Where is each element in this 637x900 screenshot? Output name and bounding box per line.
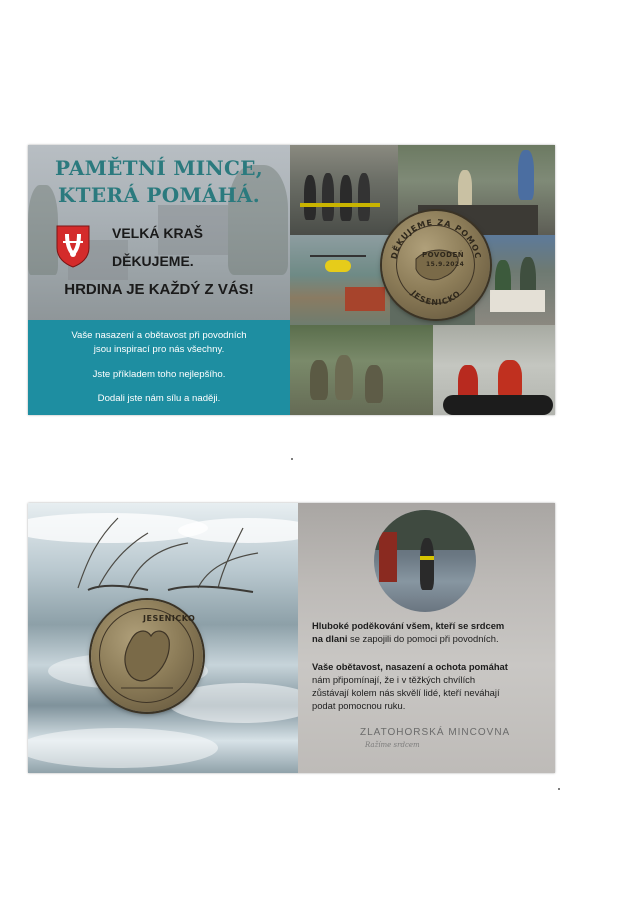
back-p2-line-4: podat pomocnou ruku. [312, 700, 406, 711]
mint-slogan: Ražíme srdcem [365, 741, 420, 749]
commemorative-coin-front [382, 211, 490, 319]
back-p1-line-1: Hluboké poděkování všem, kteří se srdcem [312, 620, 505, 631]
river-rapids-photo [28, 503, 298, 773]
back-p2-line-1: Vaše obětavost, nasazení a ochota pomáhat [312, 661, 508, 672]
teal-paragraph-2: Jste příkladem toho nejlepšího. [92, 369, 226, 380]
back-p2-line-3: zůstávají kolem nás skvělí lidé, kteří neváhají [312, 687, 500, 698]
photo-soldiers [290, 325, 433, 415]
mint-name: ZLATOHORSKÁ MINCOVNA [360, 727, 511, 738]
firefighter-in-flood-photo [374, 510, 476, 612]
commemorative-coin-back [91, 600, 203, 712]
medal-ring-top-text: DĚKUJEME ZA POMOC [389, 217, 483, 260]
text-dekujeme: DĚKUJEME. [112, 253, 194, 269]
back-paragraph-2 [312, 660, 552, 712]
svg-text:JESENICKO [409, 288, 463, 307]
teal-paragraph-3: Dodali jste nám sílu a naději. [97, 393, 221, 404]
photo-helicopter [290, 235, 390, 325]
back-text-panel [298, 503, 555, 773]
medal-back-label: JESENICKO [143, 614, 196, 623]
photo-water-rescue [433, 325, 555, 415]
medal-center-year-text: 15.9.2024 [426, 261, 465, 268]
text-velka-kras: VELKÁ KRAŠ [112, 225, 204, 241]
front-card [28, 145, 555, 415]
front-title [28, 155, 290, 209]
photo-collage [290, 145, 555, 415]
coat-of-arms-icon [55, 224, 91, 268]
teal-p1-line-1: Vaše nasazení a obětavost při povodních [71, 330, 247, 341]
teal-message-box [28, 320, 290, 415]
back-p1-bold-text: na dlani [312, 633, 348, 644]
back-paragraph-1 [312, 619, 552, 645]
front-left-panel [28, 145, 290, 415]
teal-paragraph-1 [28, 329, 290, 357]
medal-center-top-text: POVODEŇ [422, 251, 465, 259]
title-line-1: PAMĚTNÍ MINCE, [54, 156, 264, 180]
back-card [28, 503, 555, 773]
medal-ring-bottom-text: JESENICKO [409, 288, 463, 308]
back-p2-line-2: nám připomínají, že i v těžkých chvílích [312, 674, 476, 685]
back-p1-rest-text: se zapojili do pomoci při povodních. [347, 633, 499, 644]
text-hrdina: HRDINA JE KAŽDÝ Z VÁS! [64, 281, 254, 298]
bush-branches-icon [68, 508, 268, 598]
title-line-2: KTERÁ POMÁHÁ. [57, 183, 260, 207]
teal-p1-line-2: jsou inspirací pro nás všechny. [93, 344, 225, 355]
